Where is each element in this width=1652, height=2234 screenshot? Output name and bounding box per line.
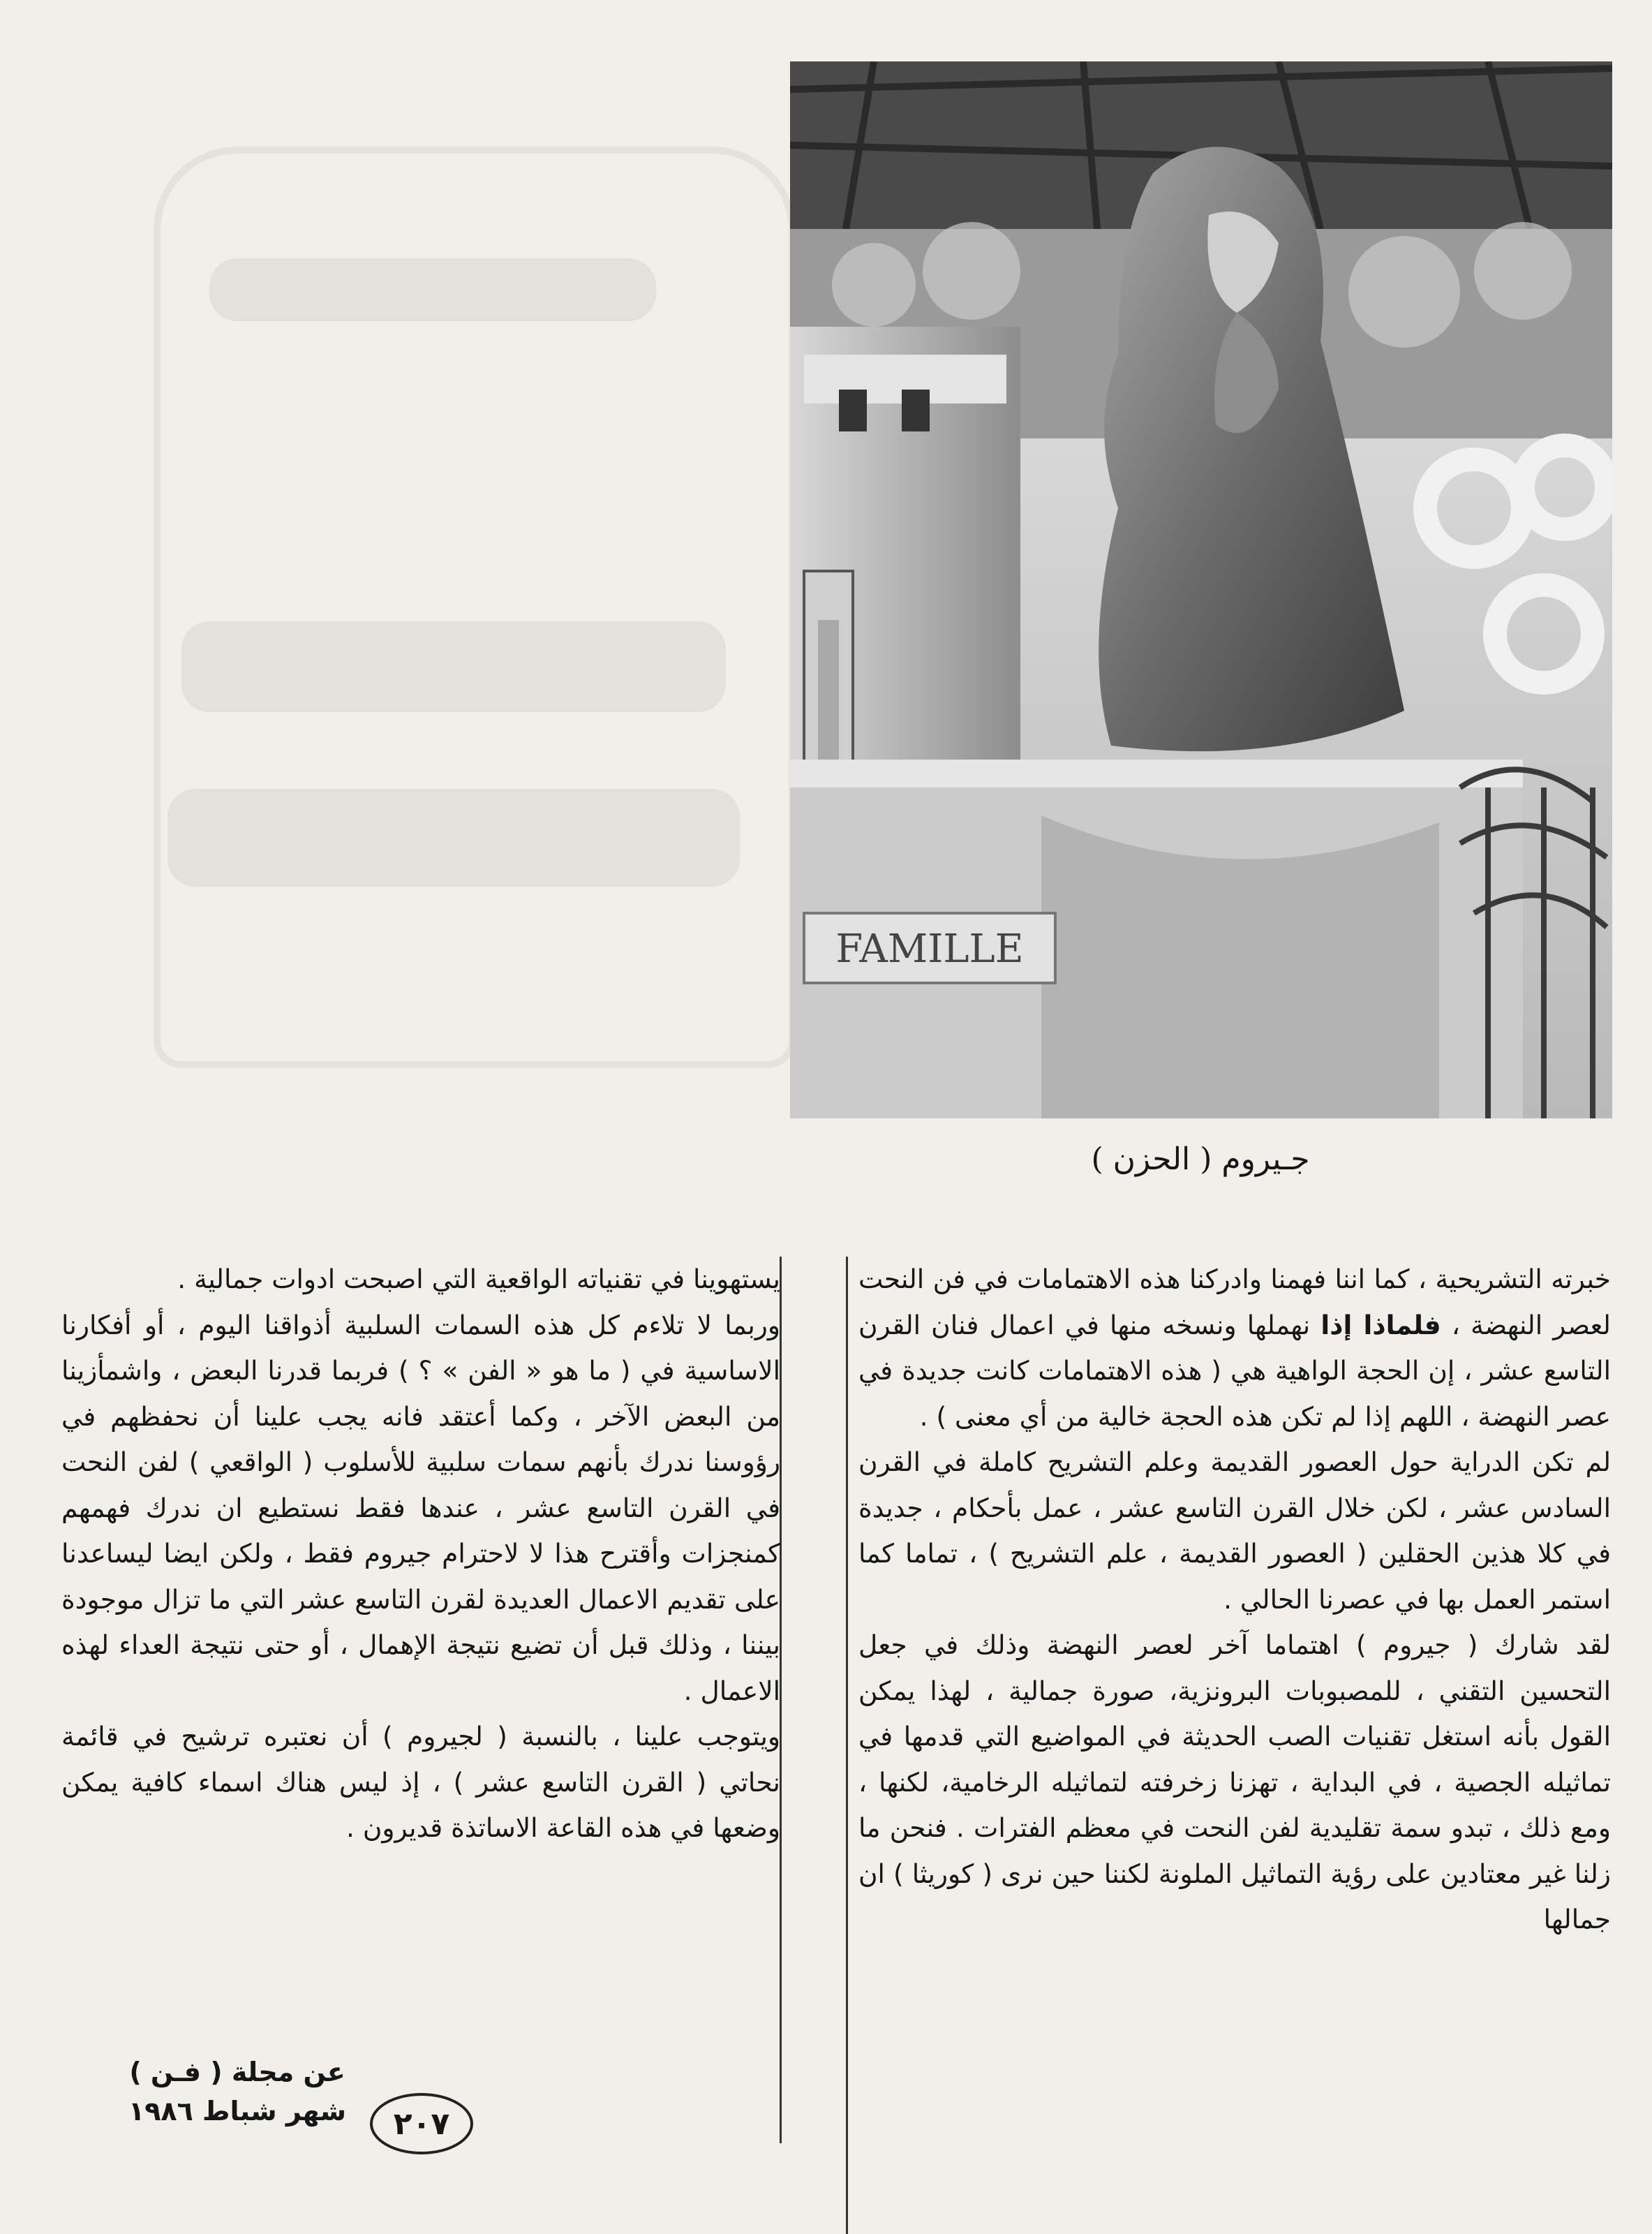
source-date: شهر شباط ١٩٨٦ xyxy=(128,2096,346,2126)
ghost-mark-1 xyxy=(209,258,656,321)
paragraph-1-part-2: نهملها ونسخه منها في اعمال فنان القرن التاسع عشر ، إن الحجة الواهية هي ( هذه الاهتمامات كانت جديدة في عصر النهضة ، اللهم إذا لم تكن هذه الحجة خالية من أي معنى ) . xyxy=(858,1309,1611,1432)
ghost-frame xyxy=(154,147,796,1068)
source-magazine: عن مجلة ( فـن ) xyxy=(129,2057,345,2087)
article-column-left xyxy=(61,1257,780,1851)
paragraph-1-part-1: خبرته التشريحية ، كما اننا فهمنا وادركنا هذه الاهتمامات في فن النحت لعصر النهضة ، xyxy=(858,1264,1611,1340)
paragraph-3: لقد شارك ( جيروم ) اهتماما آخر لعصر النهضة وذلك في جعل التحسين التقني ، للمصبوبات البرونزية، صورة جمالية ، لهذا يمكن القول بأنه استغل تقنيات الصب الحديثة في المواضيع التي قدمها في تماثيله الجصية ، في البداية ، تهزنا زخرفته لتماثيله الرخامية، لكنها ، ومع ذلك ، تبدو سمة تقليدية لفن النحت في معظم الفترات . فنحن ما زلنا غير معتادين على رؤية التماثيل الملونة لكننا حين نرى ( كوريثا ) ان جمالها xyxy=(858,1629,1611,1935)
paragraph-4: يستهوينا في تقنياته الواقعية التي اصبحت ادوات جمالية . xyxy=(177,1264,780,1294)
bleed-through-ghost xyxy=(126,133,824,1180)
ghost-mark-3 xyxy=(168,789,740,887)
paragraph-1 xyxy=(858,1257,1611,1440)
ghost-mark-2 xyxy=(181,621,726,712)
paragraph-5: وربما لا تلاءم كل هذه السمات السلبية أذواقنا اليوم ، أو أفكارنا الاساسية في ( ما هو « الفن » ؟ ) فربما قدرنا البعض ، واشمأزينا من البعض الآخر ، وكما أعتقد فانه يجب علينا أن نحفظهم في رؤوسنا ندرك بأنهم سمات سلبية للأسلوب ( الواقعي ) لفن النحت في القرن التاسع عشر ، عندها فقط نستطيع ان ندرك فهمهم كمنجزات وأقترح هذا لا لاحترام جيروم فقط ، ولكن ايضا ليساعدنا على تقديم الاعمال العديدة لقرن التاسع عشر التي ما تزال موجودة بيننا ، وذلك قبل أن تضيع نتيجة الإهمال ، أو حتى نتيجة العداء لهذه الاعمال . xyxy=(61,1309,780,1706)
source-credit xyxy=(105,2052,370,2131)
sculpture-photo xyxy=(790,61,1612,1118)
photo-caption: جـيروم ( الحزن ) xyxy=(1091,1141,1310,1177)
paragraph-6: ويتوجب علينا ، بالنسبة ( لجيروم ) أن نعتبره ترشيح في قائمة نحاتي ( القرن التاسع عشر ) ، إذ ليس هناك اسماء كافية يمكن وضعها في هذه القاعة الاساتذة قديرون . xyxy=(61,1721,780,1843)
page-number: ٢٠٧ xyxy=(370,2093,473,2154)
article-column-right xyxy=(858,1257,1611,1943)
paragraph-2: لم تكن الدراية حول العصور القديمة وعلم التشريح كاملة في القرن السادس عشر ، لكن خلال القرن التاسع عشر ، عمل بأحكام ، جديدة في كلا هذين الحقلين ( العصور القديمة ، علم التشريح ) ، تماما كما استمر العمل بها في عصرنا الحالي . xyxy=(858,1447,1611,1615)
column-divider-right xyxy=(846,1257,848,2234)
grief-statue-image xyxy=(790,61,1612,1118)
paragraph-1-emphasis: فلماذا إذا xyxy=(1320,1309,1441,1340)
tomb-plaque-text: FAMILLE xyxy=(835,926,1024,972)
